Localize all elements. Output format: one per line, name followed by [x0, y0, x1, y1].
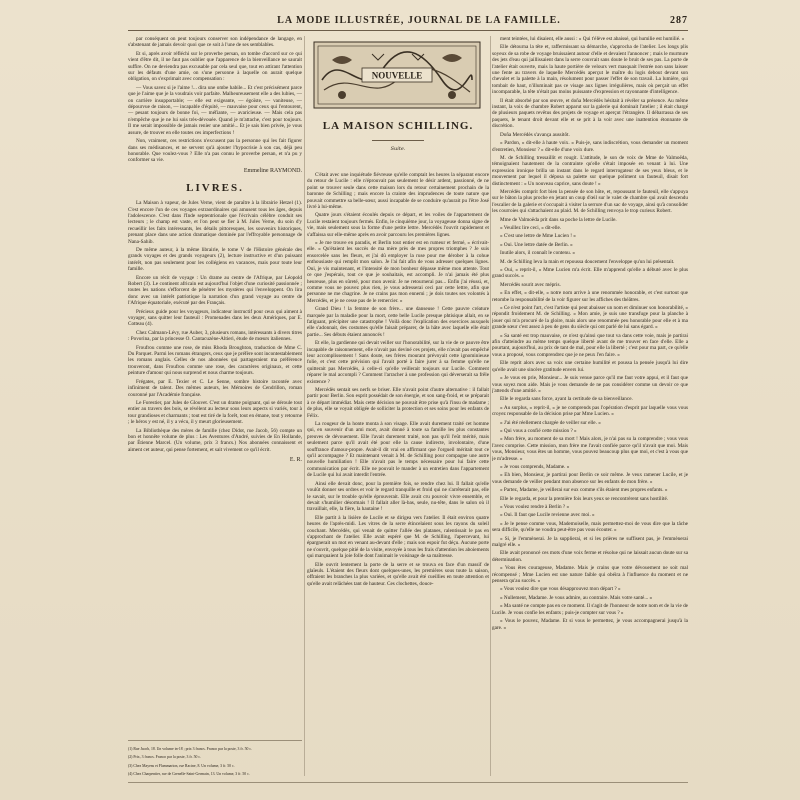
- paragraph: « J'ai été réellement chargée de veiller sur elle. »: [500, 419, 601, 426]
- paragraph: « Oui, » reprit-il, « Mme Lucien m'a écrit. Elle m'apprend qu'elle a débuté avec le plus grand succès. »: [492, 267, 688, 280]
- paragraph: Quatre jours s'étaient écoulés depuis ce départ, et les voiles de l'appartement de Lucile restaient toujours fermés. Enfin, le cinquième jour, la voyageuse donna signe de vie, mais seulement sous la forme d'une petite lettre. Mercédès l'ouvrit rapidement et s'affaissa sur elle-même après en avoir parcouru les premières lignes.: [307, 212, 489, 238]
- footnote: (4) Chez Charpentier, rue de Grenelle-Saint-Germain, 13. Un volume, 3 fr. 50 c.: [128, 771, 250, 776]
- paragraph: Elle ouvrit lentement la porte de la serre et se trouva en face d'un massif de glaïeuls. L'étaient des fleurs dont quelques-unes, les premières sous toute la saison, offraient les branches la plus variées, et qu'elle avait été cueillies en toute attention et qu'elle avait relâchées tant de hauteur. Ces clochettes, douce-: [307, 561, 489, 587]
- paragraph: « Vous voulez dire que vous désapprouvez mon départ ? »: [500, 586, 621, 593]
- column-separator-1: [304, 36, 305, 776]
- paragraph: Le Forestier, par Jules de Glouvet. C'est un drame poignant, qui se déroule tout entier au travers des bois, se révèlent au lecteur sous leurs aspects si variés, tour à tour grandioses et charmants ; tout est tiré de la forêt, tout en émane, tout y retourne ; le héros y est né, il y a vécu, il y meurt glorieusement.: [128, 399, 302, 426]
- livres-review-text: [128, 200, 302, 453]
- paragraph: Mercédès sourit avec mépris.: [500, 281, 561, 288]
- paragraph: Mercédès sentait ses nerfs se briser. Elle n'avait point d'autre alternative : il fallait partir pour Berlin. Son esprit possédait de son énergie, et son sang-froid, et se préparait à ce départ immédiat. Mais cette décision ne pouvait être prise qu'à l'insu de madame ; de plus, elle se voyait obligée de solliciter la protection et ses soins pour les enfants de Félix.: [307, 387, 489, 419]
- footnote: (3) Chez Mayens et Flammarion, rue Racine, 8. Un volume, 3 fr. 50 c.: [128, 763, 235, 768]
- paragraph: Elle partit à la lisière de Lucile et se dirigea vers l'atelier. Il était environ quatre heures de l'après-midi. Les vitres de la serre étincelaient sous les rayons du soleil couchant. Mercédès, qui venait de quitter l'allée des platanes, ralentissait le pas en s'approchant de l'atelier. Elle avait espéré que M. de Schilling, l'apercevant, lui épargnerait un mot en venant au-devant d'elle ; mais son espoir fut déçu. Aucune porte ne s'ouvrit, quelque pitié de la visite, envoyée à tous les frais d'attention les aboiements qui marquaient la joie folle dont l'animait le voisinage de sa maîtresse.: [307, 514, 489, 560]
- paragraph: « Vous êtes courageuse, Madame. Mais je crains que votre dévouement ne soit mal récompensé ; Mme Lucien est une nature faible qui obéira à l'influence du moment et ne pensera qu'au succès. »: [492, 565, 688, 585]
- nouvelle-ornament-banner: [312, 40, 482, 110]
- paragraph: Doña Mercédès s'avança aussitôt.: [500, 131, 570, 138]
- moral-essay-text: [128, 36, 302, 164]
- paragraph: Froufrou comme une rose, de miss Rhoda Broughton, traduction de Mme C. Du Parquet. Parmi les romans étrangers, ceux que je préfère sont incontestablement les romans anglais. Celles de nos abonnées qui partageraient ma préférence trouveront, dans Froufrou comme une rose, des caractères originaux, et cette peinture d'amour qui nous surprend et nous charme toujours.: [128, 344, 302, 377]
- page-header: [128, 12, 688, 28]
- paragraph: Non, vraiment, ces restrictions n'excusent pas la personne qui les fait figurer dans ses médisances, et ne servent qu'à ajouter l'hypocrisie à son cas, déjà peu honorable. Que voulez-vous ? Elle n'a pas connu le proverbe persan, et n'a pu y conformer sa vie.: [128, 138, 302, 164]
- paragraph: « Nullement, Madame. Je vous admire, au contraire. Mais votre santé... »: [500, 594, 653, 601]
- paragraph: La Maison à vapeur, de Jules Verne, vient de paraître à la librairie Hetzel (1). C'est encore l'un de ces voyages extraordinaires qui amusent tous les âges, depuis l'adolescence. C'est dans l'Inde septentrionale que l'écrivain célèbre conduit ses lecteurs ; le champ est vaste, et l'on peut se fier à M. Jules Verne, du soin d'y recueillir les faits intéressants, les détails pittoresques, les souvenirs historiques, prenant place dans une action dramatique dominée par l'effroyable personnage de Nana-Sahib.: [128, 200, 302, 245]
- paragraph: « Au surplus, » reprit-il, « je ne comprends pas l'opération d'esprit par laquelle vous vous croyez responsable de la décision prise par Mme Lucien. »: [492, 404, 688, 418]
- paragraph: Ainsi elle devait donc, pour la première fois, se rendre chez lui. Il fallait qu'elle voulût donner ses ordres et voir le regard tranquille et froid qui ne s'arrêterait pas, elle le savait, sur le trouble qu'elle éprouverait. Elle avait cru pouvoir vivre ensemble, et devait s'humilier désormais ! Il fallait aller là-bas, seule, nu-tête, dans le salon où il travaillait, elle, la fière, la hautaine !: [307, 480, 489, 513]
- paragraph: « Pardon, » dit-elle à haute voix. « Puis-je, sans indiscrétion, vous demander un moment d'entretien, Monsieur ? » dit-elle d'une voix dure.: [492, 140, 688, 153]
- header-rule: [128, 30, 688, 31]
- paragraph: Et si, après avoir réfléchi sur le proverbe persan, on tombe d'accord sur ce qui vient d'être dit, il ne faut pas oublier que l'apparence de la bienveillance ne saurait suffire. On ne deviendra pas excusable par cela seul que, tout en attirant l'attention sur les défauts d'une amie, on s'une personne à laquelle on aurait quelque obligation, on s'exprimait avec compensation :: [128, 50, 302, 83]
- paragraph: « Oui. Il faut que Lucile revienne avec moi. »: [500, 512, 595, 519]
- paragraph: « Mon frère, au moment de sa mort ! Mais alors, je n'ai pas su la comprendre ; vous vous l'avez comprise. Cette mission, mon frère me l'avait confiée parce qu'il n'avait que moi. Mais vous, Monsieur, vous êtes un homme, vous pouvez beaucoup plus que moi, et c'est à vous que je m'adresse. »: [492, 436, 688, 462]
- paragraph: « Vous voulez rendre à Berlin ? »: [500, 504, 570, 510]
- paragraph: « C'est une lettre de Mme Lucien ! »: [500, 233, 576, 240]
- footnote: (1) Rue Jacob, 18. Un volume in-18 ; prix 3 francs. Franco par la poste, 3 fr. 50 c.: [128, 746, 253, 751]
- paragraph: Chez Calmann-Lévy, rue Auber, 3, plusieurs romans, intéressants à divers titres : Povorina, par la princesse O. Cantacuzène-Altieri, étude de mœurs italiennes.: [128, 329, 302, 343]
- paragraph: ment teintées, lui disaient, elle aussi : « Qui t'élève est abaissé, qui humilie est humilié. »: [500, 36, 685, 42]
- bottom-rule: [128, 782, 688, 783]
- story-title-rule: [372, 140, 424, 141]
- paragraph: « Partez, Madame, je veillerai sur eux comme s'ils étaient mes propres enfants. »: [500, 487, 668, 494]
- story-title: LA MAISON SCHILLING.: [322, 120, 474, 132]
- paragraph: Frégates, par E. Texier et C. Le Senne, sombre histoire racontée avec infiniment de talent. Des mêmes auteurs, les Mémoires de Cendrillon, roman couronné par l'Académie française.: [128, 378, 302, 398]
- paragraph: C'était avec une inquiétude fiévreuse qu'elle comptait les heures la séparant encore du retour de Lucile : elle n'éprouvait pas seulement le désir ardent, passionné, de ne point se trouver seule dans cette maison lors du retour certainement prochain de la baronne de Schilling ; mais encore la crainte des imprudences de toute nature que pouvait commettre sa belle-sœur, aussi incapable de se conduire qu'aurait pu l'être José livré à lui-même.: [307, 172, 489, 211]
- livres-heading: LIVRES.: [186, 182, 244, 195]
- paragraph: Grand Dieu ! la femme de son frère... une danseuse ! Cette pauvre créature marquée par la maladie pour la mort, cette belle Lucile presque phtisique allait, en se fatiguant, précipiter une catastrophe ! Voilà donc l'explication des exercices auxquels elle s'adonnait, des costumes qu'elle faisait préparer, de la hâte avec laquelle elle était partie... Ses débuts étaient annoncés !: [307, 306, 489, 338]
- paragraph: Inutile alors, il connaît le contenu. »: [500, 250, 575, 257]
- paragraph: Précieux guide pour les voyageurs, indicateur instructif pour ceux qui aiment à voyager, sans quitter leur fauteuil : Promenades dans les deux Amériques, par E. Cotteau (4).: [128, 308, 302, 328]
- column-left: [128, 36, 302, 776]
- paragraph: « Si, je l'emmènerai. Je la supplierai, et si les prières ne suffisent pas, je l'emmènerai malgré elle. »: [492, 535, 688, 549]
- column-separator-2: [490, 36, 491, 776]
- paragraph: Encore un récit de voyage : Un drame au centre de l'Afrique, par Léopold Robert (3). Le continent africain est aujourd'hui l'objet d'une curiosité passionnée ; toutes les nations s'efforcent de pénétrer les mystères qui l'enveloppent. On lira donc avec un intérêt patriotique la narration d'un grand voyage au centre de l'Afrique équatoriale, exécuté par des Français.: [128, 274, 302, 307]
- paragraph: « Qui vous a confié cette mission ? »: [500, 427, 577, 434]
- paragraph: « Je me trouve en paradis, et Berlin tout entier est en rumeur et fermé, » écrivait-elle. « Qu'étaient les succès de ma mère près de mes propres triomphes ? Je suis ensorcelée sans les fleurs, et j'ai dû employer la ruse pour me dérober à la cohue enthousiaste qui remplit mon salon. Je l'ai fait afin de vous adresser quelques lignes. Oui, je vis maintenant, et l'intensité de mon bonheur dépasse même mon attente. Tout ce que j'espérais, tout ce que je souhaitais, est accompli. Je n'ai jamais été plus heureuse, plus en sûreté, pour mon avenir. Je ne retournerai pas... Enfin j'ai réussi, et, comme vous ne pouvez plus rien, je vous adresserai ceci par cette lettre, afin que personne ne me chagrine. Je ne crains pas mon ennemi ; je dois toutes ses volontés à Mercédès, et je ne cesse pas de le remercier. »: [307, 240, 489, 304]
- paragraph: La rougeur de la honte monta à son visage. Elle avait durement traité cet homme qui, en souvenir d'un ami mort, avait donné à toute sa famille les plus constantes preuves de dévouement. Elle l'avait durement traité, non pas qu'il l'eût mérité, mais seulement parce qu'il avait été pour elle la cause indirecte, involontaire, d'une souffrance d'amour-propre. Avait-il dit vrai en affirmant que l'orgueil méritait tout ce qu'il accompagne ? Et maintenant venait à M. de Schilling pour compagne une autre nouvelle humiliation ! Elle n'avait pas le temps nécessaire pour lui faire cette communication par écrit. Elle ne pouvait le mander à un entretien dans l'appartement de Lucile qui lui avait interdit l'entrée.: [307, 421, 489, 479]
- banner-text: NOUVELLE: [371, 70, 423, 81]
- paragraph: M. de Schilling tressaillit et rougit. L'attitude, le son de voix de Mme de Valmoëda, témoignaient hautement de la contrainte qu'elle s'était imposée en venant à lui. Une expression ironique brilla un instant dans le regard interrogateur de ses yeux bleus, et le mouvement par lequel il déposa sa palette sur quelque poliment un fauteuil, disait fort distinctement : « Un nouveau caprice, sans doute ! »: [492, 154, 688, 187]
- paragraph: Et elle, la gardienne qui devait veiller sur l'honorabilité, sur la vie de ce pauvre être incapable de raisonnement, elle n'avait pas deviné ces projets, elle n'avait pas empêché leur accomplissement ! Sans doute, ses frères mourant prévoyait cette ignominieuse folie, et c'est cette prévision qui l'avait porté à faire jurer à sa femme qu'elle ne quitterait pas Mercédès, à celle-ci qu'elle veillerait toujours sur Lucile. Comment réparer le mal accompli ? Comment l'arracher à une profession qui déverserait sa frêle existence ?: [307, 340, 489, 385]
- paragraph: « Je vous comprends, Madame. »: [500, 463, 570, 470]
- paragraph: « Je vous en prie, Monsieur... Je suis venue parce qu'il me faut votre appui, et il faut que vous soyez mon aide. Mais je vous demande de ne pas considérer comme un devoir ce que j'attends d'une amitié. »: [492, 375, 688, 394]
- page-number: 287: [669, 14, 688, 26]
- paragraph: « Eh bien, Monsieur, je partirai pour Berlin ce soir même. Je veux ramener Lucile, et je vous demande de veiller pendant mon absence sur les enfants de mon frère. »: [492, 472, 688, 485]
- paragraph: par conséquent on peut toujours conserver son indépendance de langage, en s'abstenant de jamais devoir quoi que ce soit à l'une de ses semblables.: [128, 36, 302, 49]
- paragraph: « Je le pense comme vous, Mademoiselle, mais permettez-moi de vous dire que la tâche sera difficile, qu'elle ne voudra peut-être pas vous écouter. »: [492, 520, 688, 534]
- paragraph: Elle détourna la tête et, raffermissant sa démarche, s'approcha de l'atelier. Les longs plis soyeux de sa robe de voyage bruissaient autour d'elle et devaient l'annoncer ; mais le murmure des jets d'eau qui jaillissaient dans la serre couvrait sans doute le bruit de ses pas. La porte de l'atelier était ouverte, mais la haute portière de velours vert masquait l'entrée non sans laisser une fente au travers de laquelle Mercédès aperçut le maître du logis debout devant son chevalet et la palette à la main, résolument pour passer l'effet de son travail. La lumière, qui tombait de haut, n'illuminait pas ce visage aux lignes irrégulières, mais où perçait un effet incomparable, la tête n'était pas moins puissante d'expression et rayonnante d'intelligence.: [492, 44, 688, 96]
- footnote: (2) Prix, 3 francs. Franco par la poste, 3 fr. 50 c.: [128, 755, 201, 760]
- paragraph: Elle le regarda, et pour la première fois leurs yeux se rencontrèrent sans hostilité.: [500, 495, 669, 502]
- paragraph: « Veuillez lire ceci, » dit-elle.: [500, 224, 562, 231]
- paragraph: Il était absorbé par son œuvre, et doña Mercédès hésitait à révéler sa présence. Au même instant, la voix de chambre Robert apparut sur la galerie qui dominait l'atelier ; il était chargé de plusieurs paquets revêtus des projets de voyage et aperçut l'étrangère. Il débarrassa de ses paquets, le tenant droit devant elle et se prit à la voir avec une inattention étonnante de discrétion.: [492, 97, 688, 130]
- paragraph: « Ce n'est point l'art, c'est l'artiste qui peut abaisser un nom et diminuer son honorabilité, » répondit froidement M. de Schilling. « Mon amie, je suis une transfuge pour la planche à jouer qui m'a procuré de la gloire, mais alors une renommée peu honorable pour elle et à ma grande sœur c'est assez à peu de gens du siècle qui ont parlé de lui sans égard. »: [492, 305, 688, 331]
- column-right: [492, 36, 688, 776]
- journal-title: LA MODE ILLUSTRÉE, JOURNAL DE LA FAMILLE.: [277, 14, 561, 26]
- paragraph: « Vous le pouvez, Madame. Et si vous le permettez, je vous accompagnerai jusqu'à la gare. »: [492, 618, 688, 631]
- paragraph: — Vous savez si je l'aime !... dira une ombe habile... Et c'est précisément parce que je l'aime que je la voudrais voir parfaite. Malheureusement elle a des lubies, — on carrière insupportable; — elle est exigeante, — égoïste, — vaniteuse, — dépourvue de raison, — incapable d'équité, — mauvaise pour ceux qui l'entourent, — pesant toujours de bonne foi, — méfiante, — avaricieuse. — Mais cela pas n'empêche que je ne lui sois très-dévouée. Quand je m'attache, c'est pour toujours. Il me serait impossible de jamais renier une amitié... Et je sais bien privée, je vous assure, de trouver en elle toutes ces imperfections !: [128, 84, 302, 136]
- footnotes: [128, 740, 302, 779]
- column-middle: [307, 172, 489, 776]
- paragraph: Elle reprit alors avec sa voix une certaine humilité et poussa la pensée jusqu'à lui dire qu'elle avait une sincère gratitude envers lui.: [492, 360, 688, 373]
- paragraph: Mme de Valmoëda prit dans sa poche la lettre de Lucile.: [500, 216, 617, 223]
- paragraph: Mercédès comprit fort bien la pensée de son hôte, et, repoussant le fauteuil, elle s'appuya sur le bâton la plus proche en jetant un coup d'œil sur le valet de chambre qui avait descendu l'escalier de la galerie et s'occupait à visiter la serrure d'un sac de voyage, ainsi qu'à consolider les courroies qui s'attachaient au plaid. M. de Schilling renvoya le trop curieux Robert.: [492, 188, 688, 215]
- paragraph: Elle le regarda sans force, ayant la certitude de sa bienveillance.: [500, 396, 633, 403]
- paragraph: Elle avait prononcé ces mots d'une voix ferme et résolue qui ne laissait aucun doute sur sa détermination.: [492, 550, 688, 563]
- paragraph: « Ma santé ne compte pas en ce moment. Il s'agit de l'honneur de notre nom et de la vie de Lucile. Je vous confie les enfants ; puis-je compter sur vous ? »: [492, 603, 688, 616]
- essay-signature: Emmeline RAYMOND.: [243, 167, 302, 174]
- paragraph: « Sa santé est trop mauvaise, ce n'est qu'ainsi que tout va dans cette voie, mais je partirai afin d'atteindre au même temps quelque liberté avant de me trouver en face d'elle. Elle a pourtant, aujourd'hui, au prix de tant de mal, pour elle la liberté ; c'est pour ma part, ce qu'elle vous a proposé, vous comprendrez que je ne peux l'en faire. »: [492, 332, 688, 358]
- story-subtitle: Suite.: [390, 146, 406, 152]
- paragraph: La Bibliothèque des mères de famille (chez Didot, rue Jacob, 56) compte un bon et honnête volume de plus : Les Aventures d'André, suivies de En Hollande, par Étienne Marcel. (Un volume, prix 3 francs.) Nos abonnées connaissent et aiment cet auteur, qui pense fortement, et sait vivement ce qu'il écrit.: [128, 427, 302, 453]
- livres-signature: E. R.: [289, 457, 302, 464]
- paragraph: De même auteur, à la même librairie, le tome V de l'Histoire générale des grands voyages et des grands voyageurs (2), lecture instructive et d'un puissant intérêt, non pas seulement pour les collégiens en vacances, mais pour toute leur famille.: [128, 246, 302, 273]
- paragraph: « Oui. Une lettre datée de Berlin. »: [500, 241, 573, 248]
- paragraph: « En effet, » dit-elle, « notre nom arrive à une renommée honorable, et c'est surtout que retombe la responsabilité de la voir figurer sur les affiches des théâtres.: [492, 290, 688, 303]
- paragraph: M. de Schilling leva la main et repoussa doucement l'enveloppe qu'un lui présentait.: [500, 258, 675, 265]
